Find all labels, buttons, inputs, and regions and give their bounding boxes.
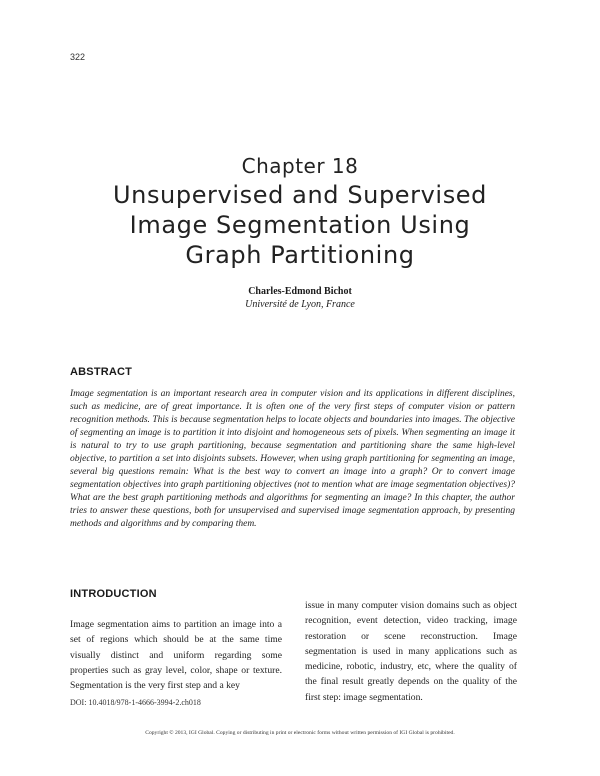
copyright-notice: Copyright © 2013, IGI Global. Copying or distributing in print or electronic forms without written permission of IGI Global is prohibited. [145,730,455,736]
page-number: 322 [70,52,86,62]
introduction-heading: INTRODUCTION [70,588,157,600]
author-affiliation: Université de Lyon, France [245,299,355,310]
abstract-heading: ABSTRACT [70,366,133,378]
doi: DOI: 10.4018/978-1-4666-3994-2.ch018 [70,698,201,707]
author-name: Charles-Edmond Bichot [248,286,352,297]
introduction-right-column: issue in many computer vision domains such as object recognition, event detection, video tracking, image restoration or scene reconstruction. Image segmentation is used in many applications such as medicine, robotic, industry, etc, where the quality of the final result greatly depends on the quality of the first step: image segmentation. [305,600,517,703]
abstract-text: Image segmentation is an important research area in computer vision and its applications in different disciplines, such as medicine, are of great importance. It is often one of the very first steps of computer vision or pattern recognition methods. This is because segmentation helps to locate objects and boundaries into images. The objective of segmenting an image is to partition it into disjoint and homogeneous sets of pixels. When segmenting an image it is natural to try to use graph partitioning, because segmentation and partitioning share the same high-level objective, to partition a set into disjoints subsets. However, when using graph partitioning for segmenting an image, several big questions remain: What is the best way to convert an image into a graph? Or to convert image segmentation objectives into graph partitioning objectives (not to mention what are image segmentation objectives)? What are the best graph partitioning methods and algorithms for segmenting an image? In this chapter, the author tries to answer these questions, both for unsupervised and supervised image segmentation approach, by presenting methods and algorithms and by comparing them. [70,389,515,529]
chapter-label: Chapter 18 [241,154,359,178]
chapter-title: Unsupervised and Supervised Image Segmentation Using Graph Partitioning [112,181,488,269]
introduction-left-column: Image segmentation aims to partition an image into a set of regions which should be at the same time visually distinct and uniform regarding some properties such as gray level, color, shape or texture. Segmentation is the very first step and a key [70,619,282,692]
